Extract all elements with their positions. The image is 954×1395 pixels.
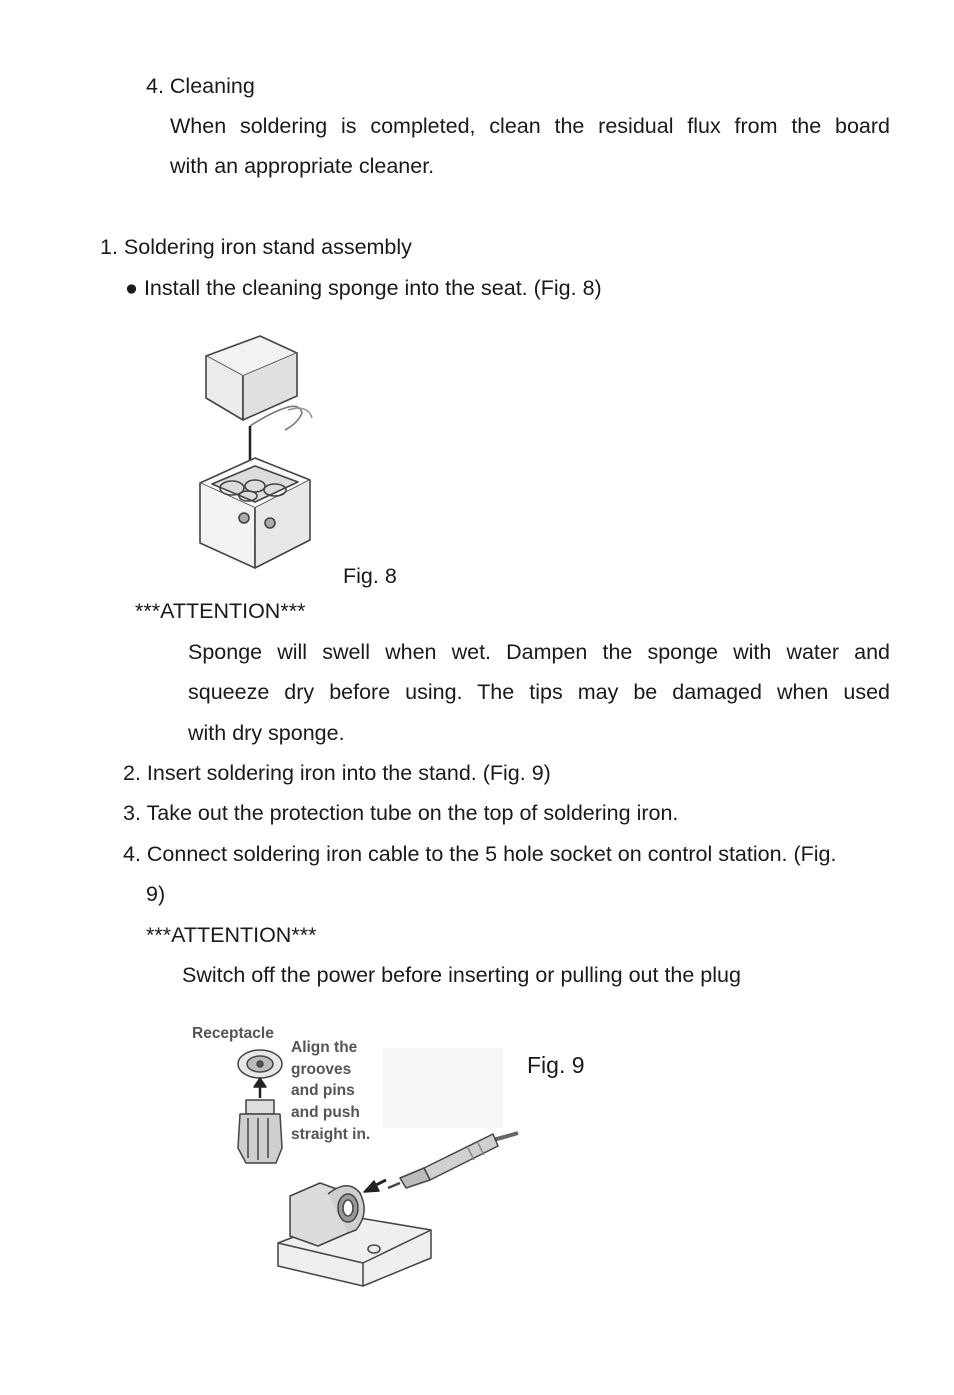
instruction-line-2: grooves <box>291 1061 352 1078</box>
instruction-line-5: straight in. <box>291 1126 371 1143</box>
attention-1-line-1: Sponge will swell when wet. Dampen the sponge with water and <box>188 640 890 664</box>
install-sponge-bullet: ● Install the cleaning sponge into the seat. (Fig. 8) <box>125 276 602 300</box>
instruction-line-3: and pins <box>291 1082 355 1099</box>
attention-1-line-2: squeeze dry before using. The tips may be damaged when used <box>188 680 890 704</box>
receptacle-label: Receptacle <box>192 1025 274 1042</box>
step-2: 2. Insert soldering iron into the stand. (Fig. 9) <box>123 761 551 785</box>
step-3: 3. Take out the protection tube on the top of soldering iron. <box>123 801 679 825</box>
attention-1-line-3: with dry sponge. <box>188 721 345 745</box>
fig9-iron-stand-illustration <box>188 1018 528 1298</box>
fig9-caption: Fig. 9 <box>527 1052 585 1078</box>
instruction-line-1: Align the <box>291 1039 358 1056</box>
attention-heading-1: ***ATTENTION*** <box>135 599 306 623</box>
fig8-caption: Fig. 8 <box>343 564 397 588</box>
assembly-heading: 1. Soldering iron stand assembly <box>100 235 412 259</box>
step-4-line-2: 9) <box>146 882 166 906</box>
attention-2-text: Switch off the power before inserting or pulling out the plug <box>182 963 741 987</box>
attention-heading-2: ***ATTENTION*** <box>146 923 317 947</box>
cleaning-heading: 4. Cleaning <box>146 74 255 98</box>
fig8-sponge-illustration <box>190 318 320 573</box>
instruction-line-4: and push <box>291 1104 360 1121</box>
cleaning-text-line-1: When soldering is completed, clean the residual flux from the board <box>170 114 890 138</box>
cleaning-text-line-2: with an appropriate cleaner. <box>170 154 435 178</box>
step-4-line-1: 4. Connect soldering iron cable to the 5 hole socket on control station. (Fig. <box>123 842 837 866</box>
